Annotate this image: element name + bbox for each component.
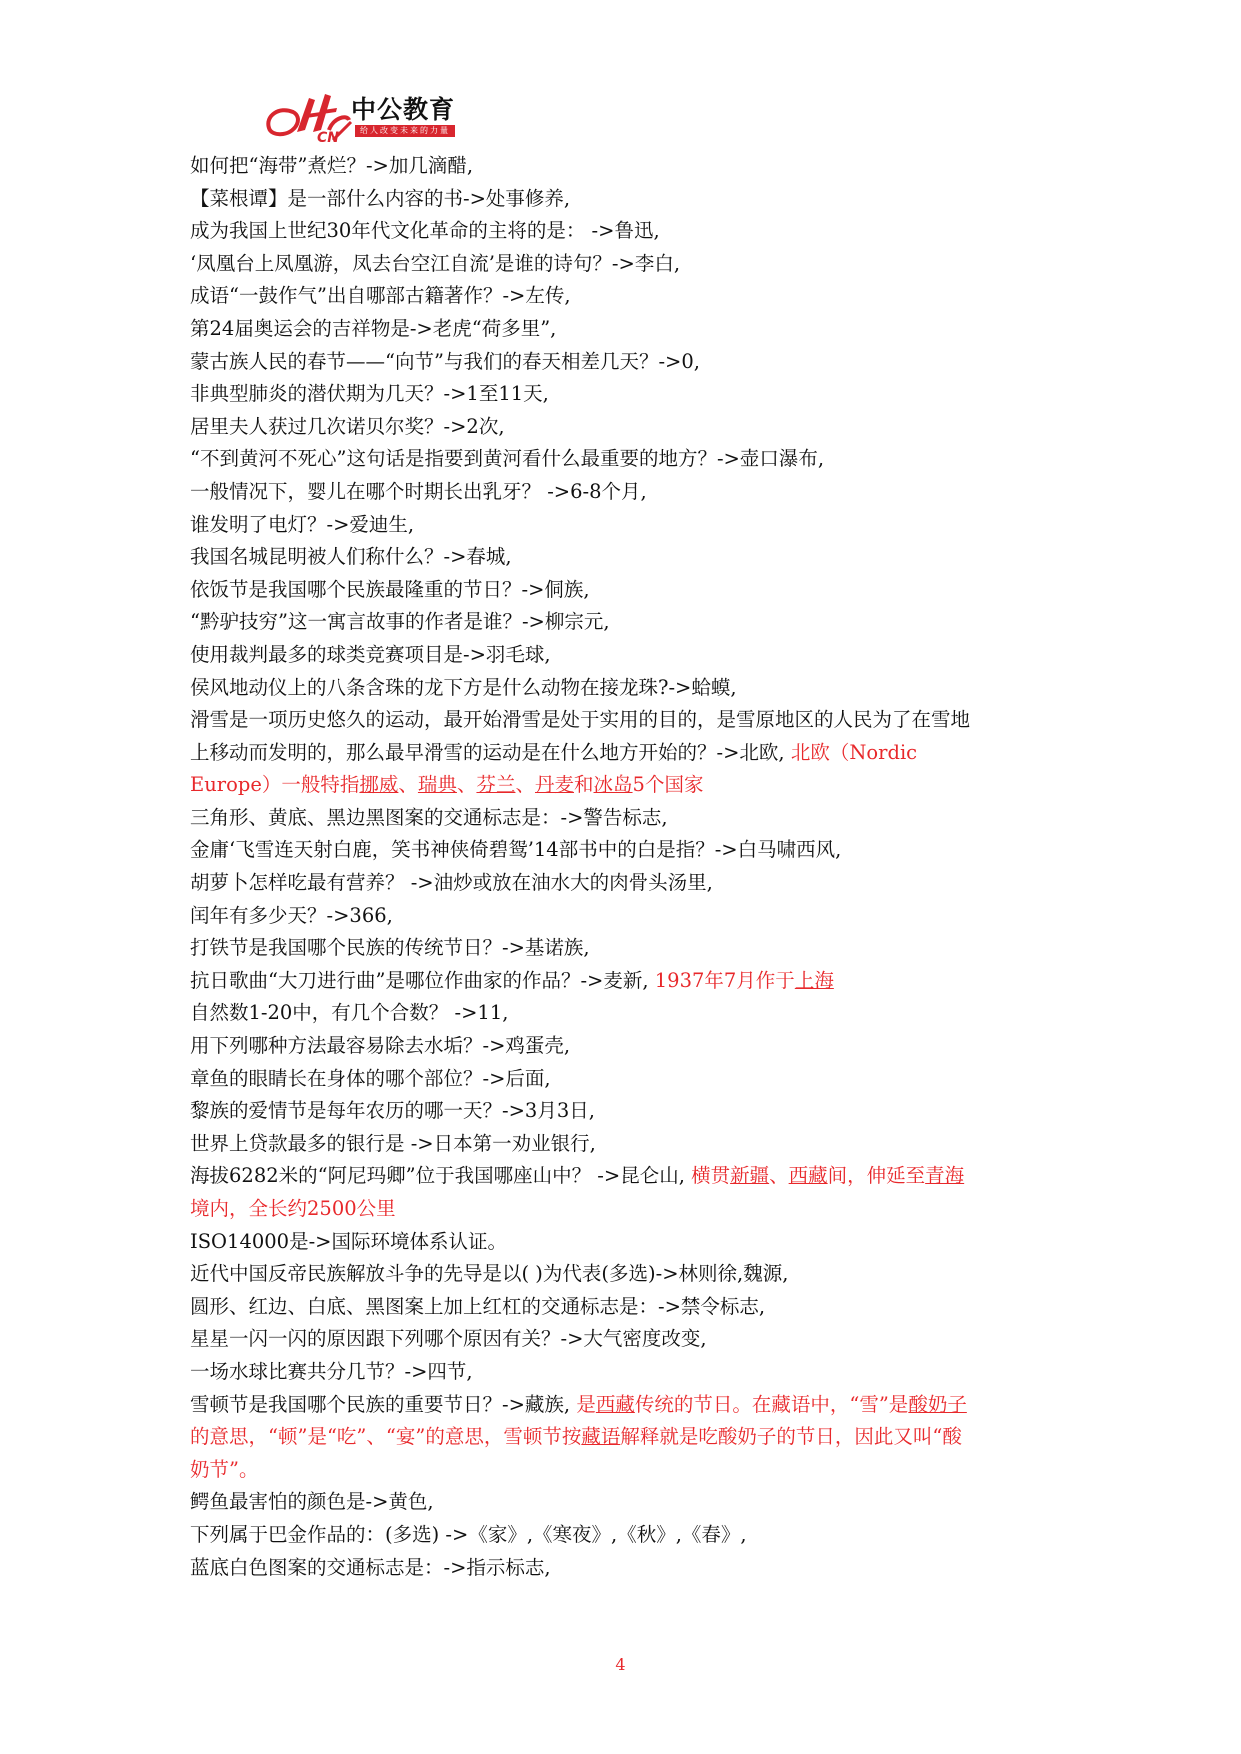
annotation-text: 1937年7月作于 [648, 968, 795, 992]
annotation-link: 挪威 [359, 773, 399, 797]
text-line: 三角形、黄底、黑边黑图案的交通标志是：->警告标志, [190, 805, 668, 829]
text-line: 鳄鱼最害怕的颜色是->黄色, [190, 1490, 434, 1514]
text-line: 胡萝卜怎样吃最有营养？ ->油炒或放在油水大的肉骨头汤里, [190, 871, 713, 895]
annotation-line: 境内，全长约2500公里 [190, 1197, 396, 1220]
text-line: 星星一闪一闪的原因跟下列哪个原因有关？->大气密度改变, [190, 1327, 707, 1351]
text-line-with-note [190, 1160, 1070, 1193]
annotation-link: 冰岛 [593, 773, 633, 797]
text-segment: 海拔6282米的“阿尼玛卿”位于我国哪座山中？ ->昆仑山, [190, 1164, 685, 1188]
text-line: 世界上贷款最多的银行是 ->日本第一劝业银行, [190, 1131, 596, 1155]
text-line: 成为我国上世纪30年代文化革命的主将的是： ->鲁迅, [190, 219, 660, 243]
text-line: 第24届奥运会的吉祥物是->老虎“荷多里”, [190, 316, 557, 340]
text-line: 居里夫人获过几次诺贝尔奖？->2次, [190, 414, 505, 438]
offcn-logo [263, 92, 473, 144]
annotation-link: 藏语 [581, 1425, 621, 1449]
annotation-text: 传统的节日。在藏语中，“雪”是 [634, 1392, 909, 1416]
annotation-text: 、 [398, 773, 418, 797]
text-line: 我国名城昆明被人们称什么？->春城, [190, 545, 512, 569]
text-line: 用下列哪种方法最容易除去水垢？->鸡蛋壳, [190, 1034, 571, 1058]
annotation-text: 、 [769, 1164, 789, 1188]
text-line: 侯风地动仪上的八条含珠的龙下方是什么动物在接龙珠?->蛤蟆, [190, 675, 737, 699]
svg-text:CN: CN [317, 130, 339, 144]
text-line-with-note [190, 737, 1070, 770]
logo-title: 中公教育 [351, 95, 456, 124]
text-line: ISO14000是->国际环境体系认证。 [190, 1229, 508, 1253]
annotation-line: 奶节”。 [190, 1457, 259, 1481]
text-line: 自然数1-20中，有几个合数？ ->11, [190, 1001, 509, 1025]
annotation-link: 丹麦 [534, 773, 574, 797]
annotation-text: 、 [515, 773, 535, 797]
annotation-link: 芬兰 [476, 773, 516, 797]
text-segment: 上移动而发明的，那么最早滑雪的运动是在什么地方开始的？->北欧, [190, 740, 785, 764]
text-line: 【菜根谭】是一部什么内容的书->处事修养, [190, 186, 571, 210]
annotation-line [190, 769, 1070, 802]
text-line: 蒙古族人民的春节——“向节”与我们的春天相差几天？->0, [190, 349, 700, 373]
text-line: “不到黄河不死心”这句话是指要到黄河看什么最重要的地方？->壶口瀑布, [190, 447, 825, 471]
text-line: 使用裁判最多的球类竞赛项目是->羽毛球, [190, 642, 551, 666]
annotation-text: 的意思，“顿”是“吃”、“宴”的意思，雪顿节按 [190, 1425, 582, 1449]
text-line: 打铁节是我国哪个民族的传统节日？->基诺族, [190, 936, 590, 960]
text-line: 如何把“海带”煮烂？->加几滴醋, [190, 154, 474, 177]
annotation-text: 5个国家 [632, 773, 704, 797]
text-line: 下列属于巴金作品的：(多选) ->《家》,《寒夜》,《秋》,《春》, [190, 1522, 747, 1546]
annotation-link: 青海 [925, 1164, 965, 1188]
text-line: 一场水球比赛共分几节？->四节, [190, 1359, 473, 1383]
annotation-text: 和 [574, 773, 594, 797]
text-segment: 雪顿节是我国哪个民族的重要节日？->藏族, [190, 1392, 571, 1416]
text-line: 滑雪是一项历史悠久的运动，最开始滑雪是处于实用的目的，是雪原地区的人民为了在雪地 [190, 708, 971, 732]
annotation-link: 上海 [794, 968, 834, 992]
text-segment: 抗日歌曲“大刀进行曲”是哪位作曲家的作品？->麦新, [190, 968, 649, 992]
annotation-text: 是 [570, 1392, 596, 1416]
annotation-text: 北欧（Nordic [784, 740, 918, 764]
text-line-with-note [190, 965, 1070, 998]
annotation-link: 新疆 [730, 1164, 770, 1188]
text-line: 金庸‘飞雪连天射白鹿，笑书神侠倚碧鸳’14部书中的白是指？->白马啸西风, [190, 838, 842, 862]
text-line: 谁发明了电灯？->爱迪生, [190, 512, 415, 536]
annotation-text: 、 [456, 773, 477, 797]
offcn-emblem-icon [263, 92, 353, 144]
text-line: 非典型肺炎的潜伏期为几天？->1至11天, [190, 382, 549, 406]
annotation-text: 横贯 [684, 1164, 731, 1188]
text-line: 黎族的爱情节是每年农历的哪一天？->3月3日, [190, 1099, 595, 1123]
text-line: 成语“一鼓作气”出自哪部古籍著作？->左传, [190, 284, 571, 308]
text-line: 闰年有多少天？->366, [190, 903, 393, 927]
text-line: 蓝底白色图案的交通标志是：->指示标志, [190, 1555, 551, 1579]
annotation-text: Europe）一般特指 [190, 773, 360, 797]
text-line: 一般情况下，婴儿在哪个时期长出乳牙？ ->6-8个月, [190, 479, 647, 503]
text-line-with-note [190, 1389, 1070, 1422]
document-body [190, 150, 1070, 1584]
page-number: 4 [615, 1655, 626, 1674]
logo-slogan: 给人改变未来的力量 [355, 125, 455, 137]
annotation-line [190, 1421, 1070, 1454]
annotation-link: 瑞典 [417, 773, 457, 797]
text-line: 依饭节是我国哪个民族最隆重的节日？->侗族, [190, 577, 590, 601]
annotation-link: 西藏 [788, 1164, 828, 1188]
annotation-link: 酸奶子 [908, 1392, 967, 1416]
annotation-text: 解释就是吃酸奶子的节日，因此又叫“酸 [620, 1425, 962, 1449]
text-line: 章鱼的眼睛长在身体的哪个部位？->后面, [190, 1066, 551, 1090]
text-line: 近代中国反帝民族解放斗争的先导是以( )为代表(多选)->林则徐,魏源, [190, 1262, 789, 1286]
text-line: ‘凤凰台上凤凰游，凤去台空江自流’是谁的诗句？->李白, [190, 251, 681, 275]
annotation-text: 间，伸延至 [827, 1164, 926, 1188]
annotation-link: 西藏 [595, 1392, 635, 1416]
text-line: “黔驴技穷”这一寓言故事的作者是谁？->柳宗元, [190, 610, 610, 634]
text-line: 圆形、红边、白底、黑图案上加上红杠的交通标志是：->禁令标志, [190, 1294, 766, 1318]
